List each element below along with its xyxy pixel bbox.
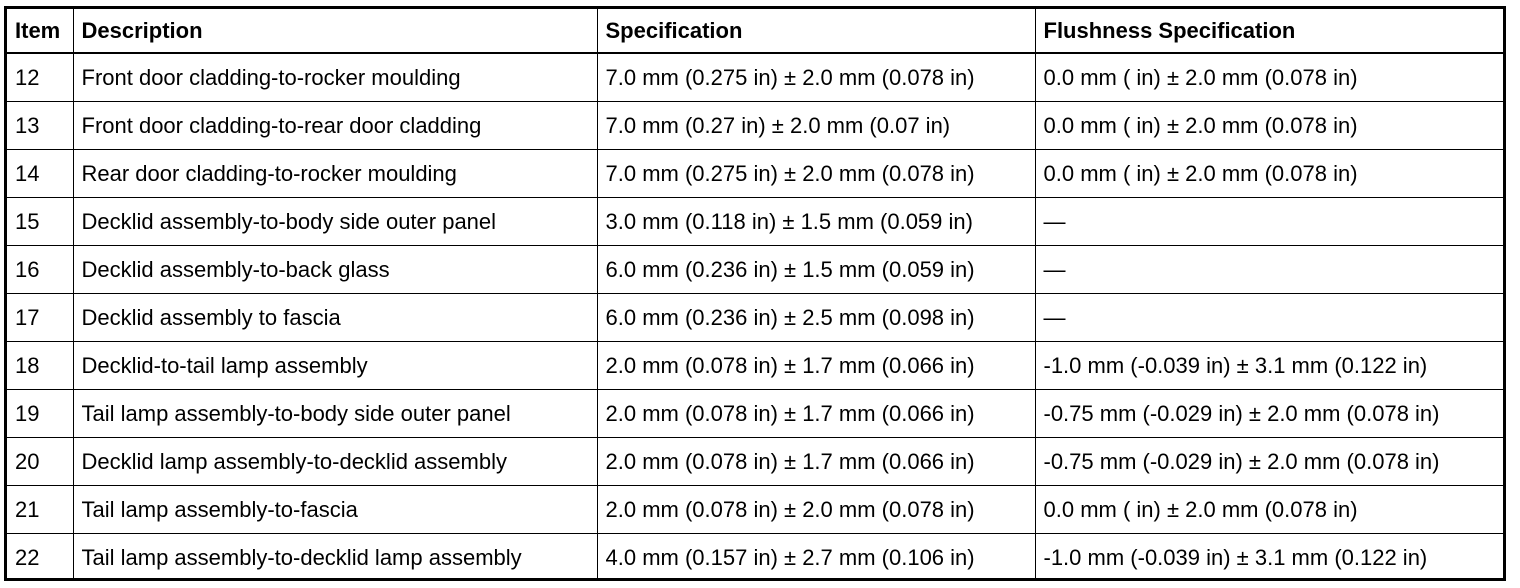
table-row bbox=[7, 438, 1503, 486]
header-row bbox=[7, 9, 1503, 53]
cell-flushness: -0.75 mm (-0.029 in) ± 2.0 mm (0.078 in) bbox=[1035, 390, 1503, 438]
table-body bbox=[7, 53, 1503, 581]
cell-specification: 2.0 mm (0.078 in) ± 2.0 mm (0.078 in) bbox=[597, 486, 1035, 534]
table-row bbox=[7, 342, 1503, 390]
cell-flushness: — bbox=[1035, 294, 1503, 342]
table-row bbox=[7, 246, 1503, 294]
cell-specification: 3.0 mm (0.118 in) ± 1.5 mm (0.059 in) bbox=[597, 198, 1035, 246]
cell-specification: 4.0 mm (0.157 in) ± 2.7 mm (0.106 in) bbox=[597, 534, 1035, 582]
cell-description: Tail lamp assembly-to-decklid lamp assembly bbox=[73, 534, 597, 582]
cell-specification: 6.0 mm (0.236 in) ± 2.5 mm (0.098 in) bbox=[597, 294, 1035, 342]
cell-flushness: -0.75 mm (-0.029 in) ± 2.0 mm (0.078 in) bbox=[1035, 438, 1503, 486]
cell-description: Decklid lamp assembly-to-decklid assembly bbox=[73, 438, 597, 486]
cell-description: Front door cladding-to-rocker moulding bbox=[73, 53, 597, 102]
cell-item: 20 bbox=[7, 438, 73, 486]
specification-table-container bbox=[4, 6, 1506, 581]
cell-flushness: — bbox=[1035, 246, 1503, 294]
cell-flushness: 0.0 mm ( in) ± 2.0 mm (0.078 in) bbox=[1035, 53, 1503, 102]
header-flushness-specification: Flushness Specification bbox=[1035, 9, 1503, 53]
cell-specification: 6.0 mm (0.236 in) ± 1.5 mm (0.059 in) bbox=[597, 246, 1035, 294]
table-header bbox=[7, 9, 1503, 53]
cell-description: Decklid assembly-to-back glass bbox=[73, 246, 597, 294]
cell-item: 18 bbox=[7, 342, 73, 390]
cell-item: 13 bbox=[7, 102, 73, 150]
table-row bbox=[7, 486, 1503, 534]
cell-specification: 7.0 mm (0.275 in) ± 2.0 mm (0.078 in) bbox=[597, 150, 1035, 198]
cell-item: 17 bbox=[7, 294, 73, 342]
cell-specification: 2.0 mm (0.078 in) ± 1.7 mm (0.066 in) bbox=[597, 438, 1035, 486]
cell-description: Front door cladding-to-rear door cladding bbox=[73, 102, 597, 150]
cell-item: 12 bbox=[7, 53, 73, 102]
cell-item: 22 bbox=[7, 534, 73, 582]
cell-item: 19 bbox=[7, 390, 73, 438]
header-specification: Specification bbox=[597, 9, 1035, 53]
cell-description: Rear door cladding-to-rocker moulding bbox=[73, 150, 597, 198]
table-row bbox=[7, 150, 1503, 198]
cell-flushness: — bbox=[1035, 198, 1503, 246]
cell-description: Tail lamp assembly-to-fascia bbox=[73, 486, 597, 534]
cell-specification: 2.0 mm (0.078 in) ± 1.7 mm (0.066 in) bbox=[597, 390, 1035, 438]
specification-table bbox=[7, 9, 1503, 581]
table-row bbox=[7, 102, 1503, 150]
table-row bbox=[7, 534, 1503, 582]
header-item: Item bbox=[7, 9, 73, 53]
cell-specification: 7.0 mm (0.27 in) ± 2.0 mm (0.07 in) bbox=[597, 102, 1035, 150]
table-row bbox=[7, 390, 1503, 438]
cell-description: Decklid assembly-to-body side outer panel bbox=[73, 198, 597, 246]
cell-flushness: -1.0 mm (-0.039 in) ± 3.1 mm (0.122 in) bbox=[1035, 534, 1503, 582]
cell-flushness: -1.0 mm (-0.039 in) ± 3.1 mm (0.122 in) bbox=[1035, 342, 1503, 390]
cell-specification: 7.0 mm (0.275 in) ± 2.0 mm (0.078 in) bbox=[597, 53, 1035, 102]
cell-flushness: 0.0 mm ( in) ± 2.0 mm (0.078 in) bbox=[1035, 102, 1503, 150]
cell-item: 21 bbox=[7, 486, 73, 534]
cell-specification: 2.0 mm (0.078 in) ± 1.7 mm (0.066 in) bbox=[597, 342, 1035, 390]
cell-flushness: 0.0 mm ( in) ± 2.0 mm (0.078 in) bbox=[1035, 150, 1503, 198]
table-row bbox=[7, 198, 1503, 246]
cell-item: 14 bbox=[7, 150, 73, 198]
cell-item: 15 bbox=[7, 198, 73, 246]
cell-item: 16 bbox=[7, 246, 73, 294]
cell-description: Decklid-to-tail lamp assembly bbox=[73, 342, 597, 390]
cell-description: Decklid assembly to fascia bbox=[73, 294, 597, 342]
cell-description: Tail lamp assembly-to-body side outer panel bbox=[73, 390, 597, 438]
table-row bbox=[7, 53, 1503, 102]
header-description: Description bbox=[73, 9, 597, 53]
cell-flushness: 0.0 mm ( in) ± 2.0 mm (0.078 in) bbox=[1035, 486, 1503, 534]
table-row bbox=[7, 294, 1503, 342]
